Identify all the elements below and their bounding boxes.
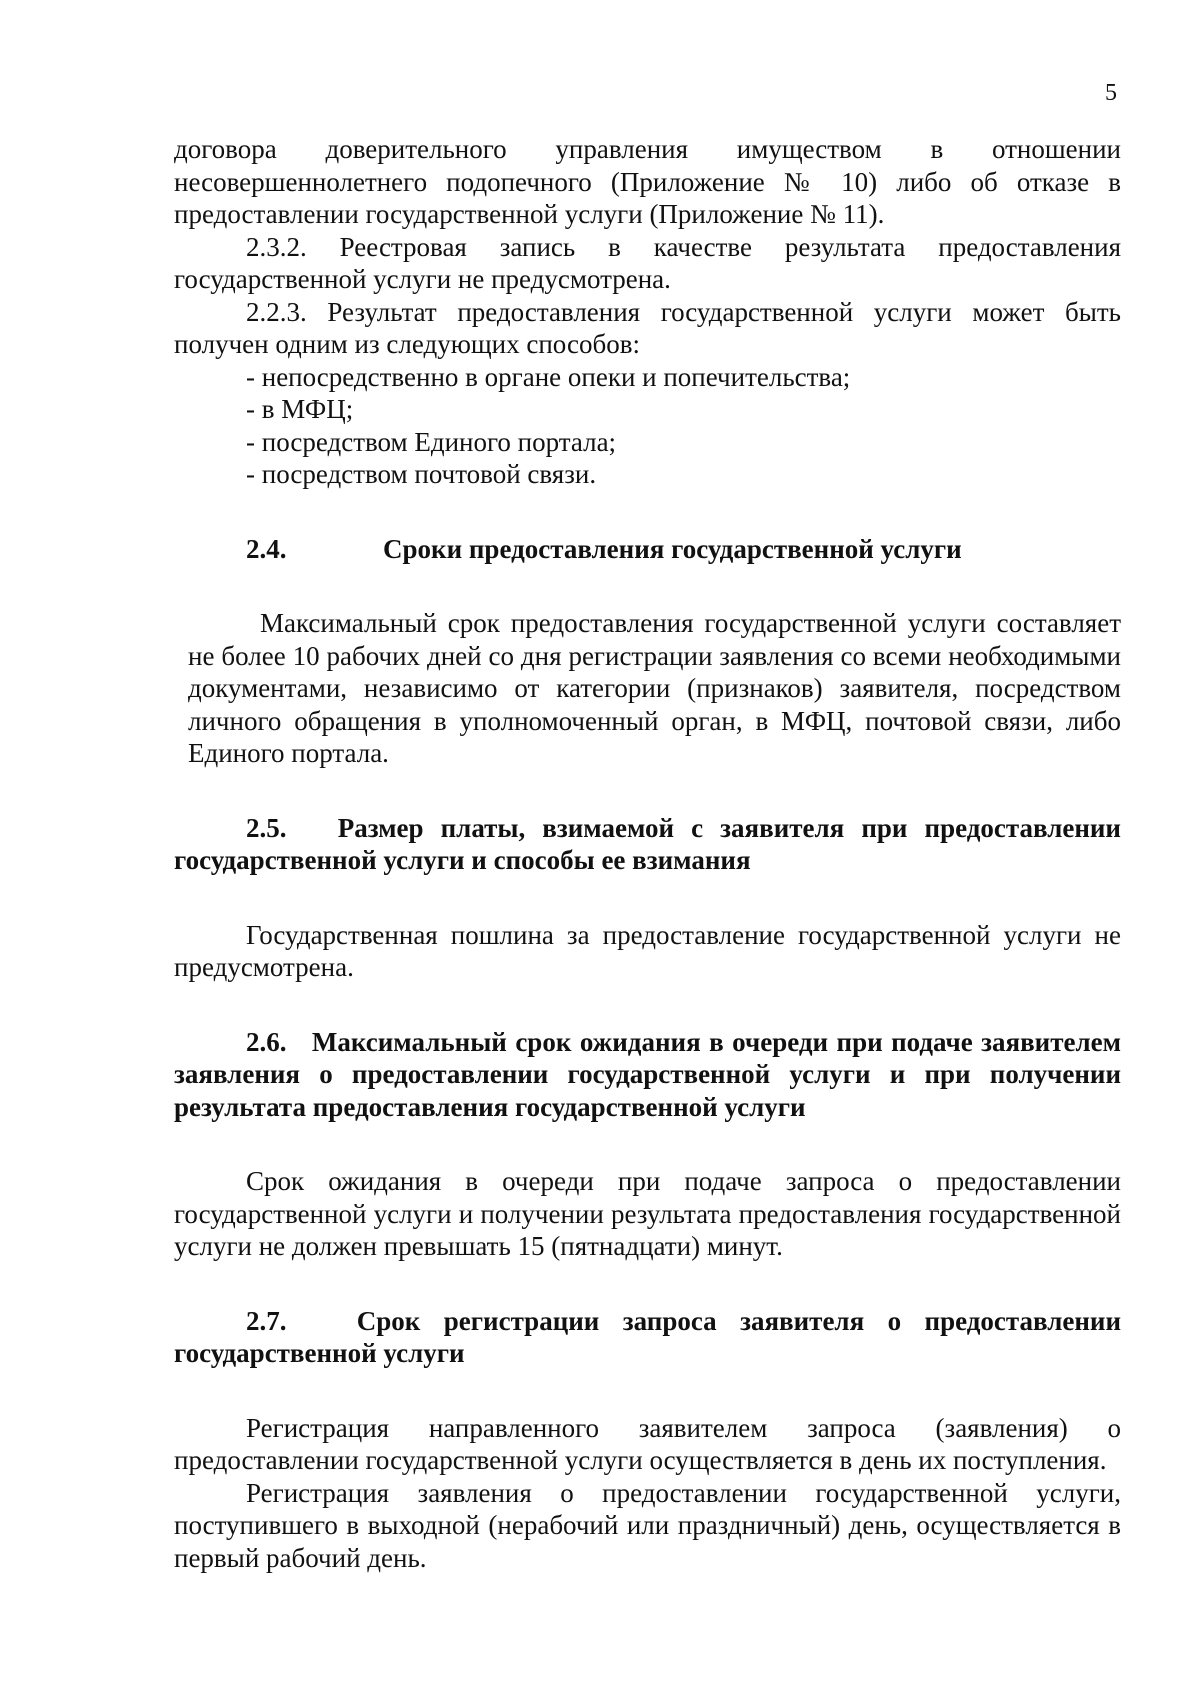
section-title: Сроки предоставления государственной услуги — [383, 533, 962, 564]
list-item: - посредством Единого портала; — [246, 426, 617, 457]
section-heading-2-5 — [174, 812, 1121, 877]
paragraph-continuation: договора доверительного управления имуществом в отношении несовершеннолетнего подопечного (Приложение № 10) либо об отказе в предоставлении государственной услуги (Приложение № 11). — [174, 134, 1121, 229]
section-paragraph: Срок ожидания в очереди при подаче запроса о предоставлении государственной услуги и получении результата предоставления государственной услуги не должен превышать 15 (пятнадцати) минут. — [174, 1166, 1121, 1261]
list-item: - посредством почтовой связи. — [246, 459, 597, 489]
section-number: 2.4. — [246, 533, 287, 564]
section-title: Срок регистрации запроса заявителя о предоставлении государственной услуги — [174, 1305, 1122, 1368]
section-paragraph: Максимальный срок предоставления государственной услуги составляет не более 10 рабочих дней со дня регистрации заявления со всеми необходимыми документами, независимо от категории (признаков) заявителя, посредством личного обращения в уполномоченный орган, в МФЦ, почтовой связи, либо Единого портала. — [188, 608, 1121, 768]
list-item: - в МФЦ; — [246, 394, 354, 424]
page-number: 5 — [1105, 80, 1117, 106]
section-paragraph: Регистрация направленного заявителем запроса (заявления) о предоставлении государственной услуги осуществляется в день их поступления. — [174, 1412, 1121, 1475]
document-body — [174, 133, 1121, 1574]
paragraph-2-3-2: 2.3.2. Реестровая запись в качестве результата предоставления государственной услуги не предусмотрена. — [174, 231, 1121, 294]
section-title: Размер платы, взимаемой с заявителя при предоставлении государственной услуги и способы ее взимания — [174, 812, 1121, 875]
section-heading-2-4 — [174, 533, 1121, 566]
section-number: 2.6. — [246, 1026, 287, 1057]
paragraph-2-2-3: 2.2.3. Результат предоставления государственной услуги может быть получен одним из следующих способов: — [174, 296, 1121, 359]
section-number: 2.7. — [246, 1305, 287, 1336]
section-title: Максимальный срок ожидания в очереди при подаче заявителем заявления о предоставлении государственной услуги и при получении результата предоставления государственной услуги — [174, 1026, 1121, 1122]
section-paragraph: Регистрация заявления о предоставлении государственной услуги, поступившего в выходной (нерабочий или праздничный) день, осуществляется в первый рабочий день. — [174, 1477, 1121, 1573]
section-paragraph: Государственная пошлина за предоставление государственной услуги не предусмотрена. — [174, 919, 1121, 982]
section-heading-2-7 — [174, 1305, 1121, 1370]
list-item: - непосредственно в органе опеки и попечительства; — [246, 361, 851, 392]
section-heading-2-6 — [174, 1026, 1121, 1124]
section-number: 2.5. — [246, 812, 287, 843]
